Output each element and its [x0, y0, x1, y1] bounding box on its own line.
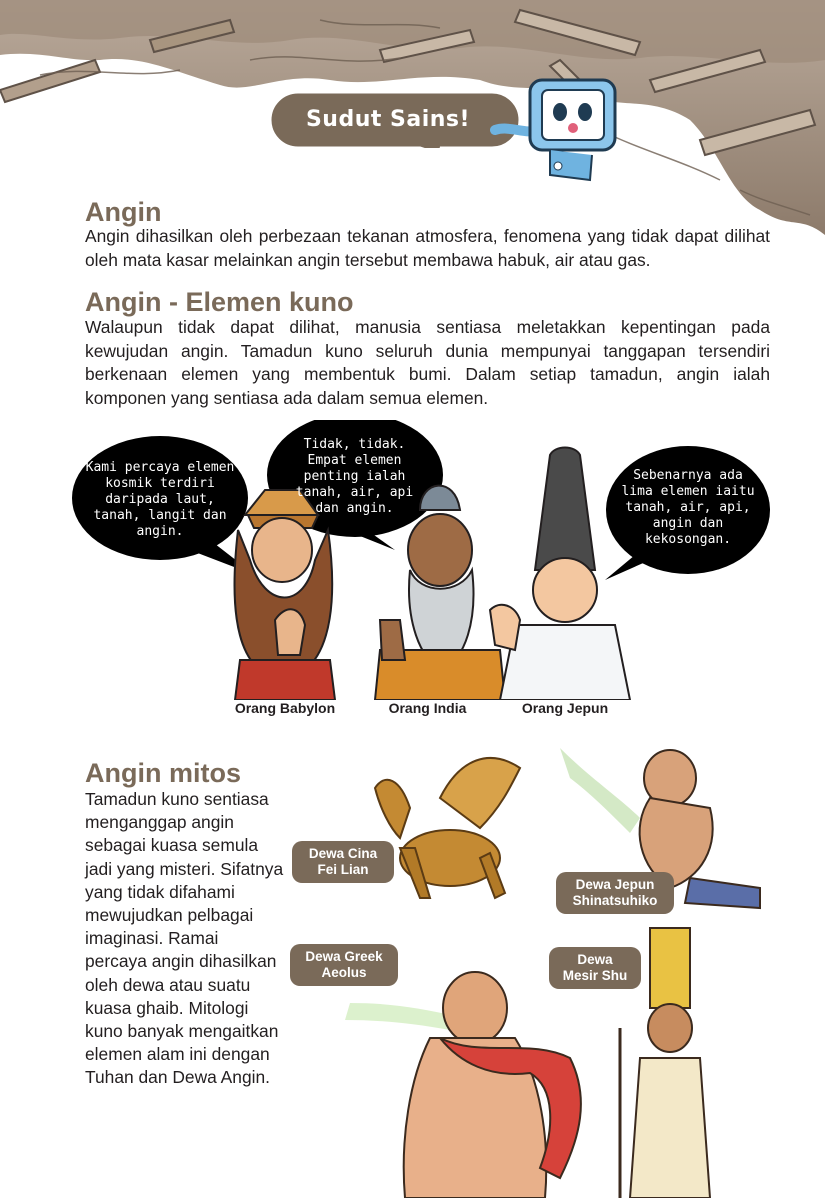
- tag-dewa-mesir-line2: Mesir Shu: [562, 968, 628, 983]
- speech-text-india: Tidak, tidak. Empat elemen penting ialah tanah, air, api dan angin.: [295, 437, 414, 516]
- tag-dewa-mesir-line1: Dewa: [577, 952, 613, 967]
- tag-dewa-jepun-line1: Dewa Jepun: [575, 877, 655, 892]
- header-title: Sudut Sains!: [305, 107, 471, 132]
- section-text-elemen-kuno: Walaupun tidak dapat dilihat, manusia sentiasa meletakkan kepentingan pada kewujudan angin. Tamadun kuno seluruh dunia mempunyai tanggapan tersendiri berkenaan elemen yang membentuk bumi. Dalam setiap tamadun, angin ialah komponen yang sentiasa ada dalam semua elemen.: [85, 317, 770, 408]
- tag-dewa-cina-line2: Fei Lian: [317, 862, 369, 877]
- tag-dewa-mesir: [549, 947, 641, 989]
- wind-breath-greek: [345, 1003, 455, 1030]
- tag-dewa-cina: [292, 841, 394, 883]
- section-title-angin: Angin: [85, 197, 162, 227]
- caption-jepun: Orang Jepun: [521, 700, 609, 716]
- robot-mascot-icon: [480, 70, 640, 190]
- japanese-figure: [490, 448, 630, 701]
- tag-dewa-greek-line2: Aeolus: [321, 965, 367, 980]
- aeolus-figure: [404, 972, 581, 1198]
- section-text-angin: Angin dihasilkan oleh perbezaan tekanan atmosfera, fenomena yang tidak dapat dilihat oleh mata kasar melainkan angin tersebut membawa habuk, air atau gas.: [85, 226, 770, 270]
- tag-dewa-greek: [290, 944, 398, 986]
- caption-india: Orang India: [388, 700, 467, 716]
- speech-text-babylon: Kami percaya elemen kosmik terdiri daripada laut, tanah, langit dan angin.: [85, 460, 235, 539]
- section-text-angin-mitos: Tamadun kuno sentiasa menganggap angin sebagai kuasa semula jadi yang misteri. Sifatnya yang tidak difahami mewujudkan pelbagai imaginasi. Ramai percaya angin dihasilkan oleh dewa atau suatu kuasa ghaib. Mitologi kuno banyak mengaitkan elemen alam ini dengan Tuhan dan Dewa Angin.: [85, 789, 284, 1088]
- speech-text-jepun: Sebenarnya ada lima elemen iaitu tanah, air, api, angin dan kekosongan.: [621, 468, 755, 547]
- tag-dewa-jepun-line2: Shinatsuhiko: [572, 893, 658, 908]
- tag-dewa-cina-line1: Dewa Cina: [308, 846, 378, 861]
- caption-babylon: Orang Babylon: [234, 700, 336, 716]
- section-title-angin-mitos: Angin mitos: [85, 758, 241, 788]
- tag-dewa-greek-line1: Dewa Greek: [305, 949, 383, 964]
- wind-breath-jepun: [560, 748, 640, 833]
- tag-dewa-jepun: [556, 872, 674, 914]
- section-title-elemen-kuno: Angin - Elemen kuno: [85, 287, 354, 317]
- fei-lian-figure: [375, 758, 520, 898]
